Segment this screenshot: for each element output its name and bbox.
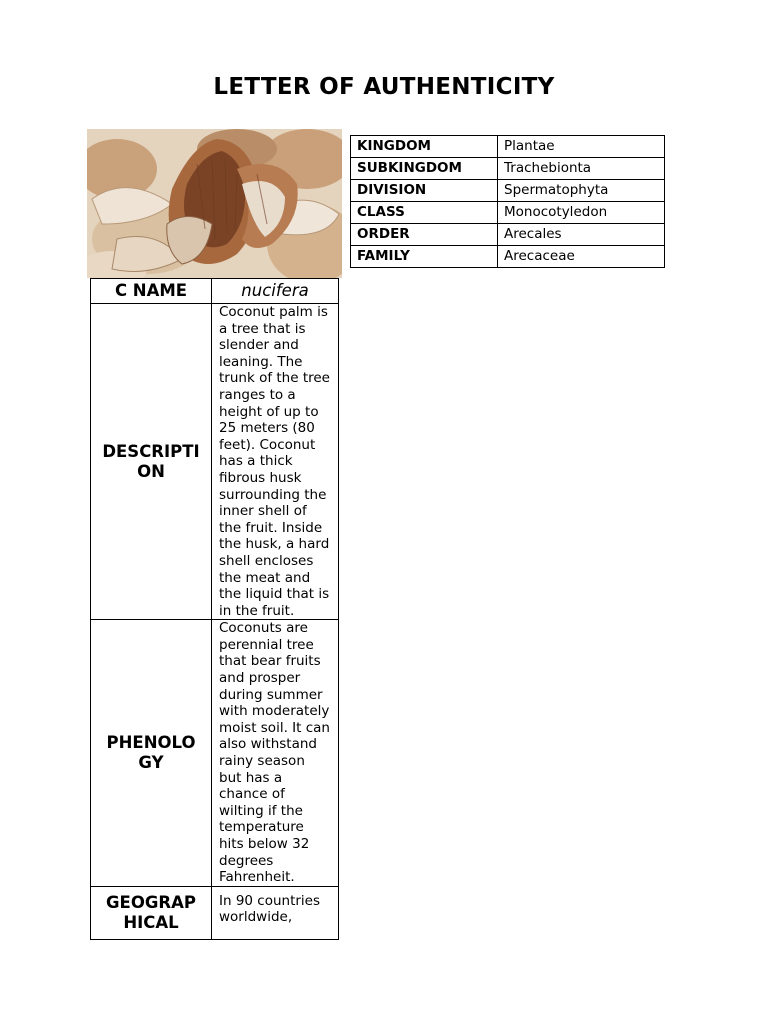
phenology-label-line: PHENOLO xyxy=(106,733,196,753)
info-table xyxy=(90,278,339,940)
taxonomy-rank: FAMILY xyxy=(351,246,498,268)
taxonomy-row-subkingdom xyxy=(351,158,665,180)
taxonomy-row-division xyxy=(351,180,665,202)
text-line: fibrous husk xyxy=(219,469,302,486)
taxonomy-value: Spermatophyta xyxy=(498,180,665,202)
text-line: perennial tree xyxy=(219,636,314,653)
phenology-row xyxy=(91,620,339,887)
taxonomy-row-family xyxy=(351,246,665,268)
text-line: ranges to a xyxy=(219,386,296,403)
text-line: with moderately xyxy=(219,703,330,720)
taxonomy-row-kingdom xyxy=(351,136,665,158)
geographical-label-line: GEOGRAP xyxy=(106,892,196,912)
text-line: moist soil. It can xyxy=(219,719,330,736)
cname-label: C NAME xyxy=(91,279,212,304)
text-line: slender and xyxy=(219,337,299,354)
taxonomy-rank: DIVISION xyxy=(351,180,498,202)
text-line: temperature xyxy=(219,819,304,836)
taxonomy-value: Plantae xyxy=(498,136,665,158)
page-title: LETTER OF AUTHENTICITY xyxy=(213,74,555,100)
text-line: feet). Coconut xyxy=(219,436,316,453)
text-line: leaning. The xyxy=(219,353,303,370)
geographical-label-line: HICAL xyxy=(123,912,179,932)
description-text xyxy=(212,304,339,620)
text-line: chance of xyxy=(219,786,285,803)
taxonomy-value: Arecaceae xyxy=(498,246,665,268)
text-line: that bear fruits xyxy=(219,653,321,670)
text-line: wilting if the xyxy=(219,802,303,819)
text-line: worldwide, xyxy=(219,909,293,926)
taxonomy-row-class xyxy=(351,202,665,224)
taxonomy-table xyxy=(350,135,665,268)
phenology-label xyxy=(91,620,212,887)
cname-row xyxy=(91,279,339,304)
taxonomy-row-order xyxy=(351,224,665,246)
text-line: also withstand xyxy=(219,736,317,753)
text-line: In 90 countries xyxy=(219,892,321,909)
text-line: 25 meters (80 xyxy=(219,420,315,437)
phenology-label-line: GY xyxy=(138,753,164,773)
description-label-line: DESCRIPTI xyxy=(102,441,200,461)
text-line: has a thick xyxy=(219,453,293,470)
text-line: a tree that is xyxy=(219,320,306,337)
text-line: in the fruit. xyxy=(219,602,295,619)
geographical-row xyxy=(91,886,339,939)
taxonomy-rank: KINGDOM xyxy=(351,136,498,158)
taxonomy-value: Arecales xyxy=(498,224,665,246)
taxonomy-rank: CLASS xyxy=(351,202,498,224)
text-line: shell encloses xyxy=(219,552,314,569)
text-line: and prosper xyxy=(219,670,301,687)
text-line: surrounding the xyxy=(219,486,327,503)
taxonomy-value: Monocotyledon xyxy=(498,202,665,224)
text-line: Coconut palm is xyxy=(219,304,328,320)
text-line: rainy season xyxy=(219,753,305,770)
text-line: hits below 32 xyxy=(219,836,310,852)
geographical-text xyxy=(212,886,339,939)
description-label xyxy=(91,304,212,620)
taxonomy-rank: SUBKINGDOM xyxy=(351,158,498,180)
text-line: the meat and xyxy=(219,569,311,586)
text-line: Fahrenheit. xyxy=(219,869,295,886)
phenology-text xyxy=(212,620,339,887)
text-line: during summer xyxy=(219,686,323,703)
text-line: Coconuts are xyxy=(219,620,308,637)
geographical-label xyxy=(91,886,212,939)
text-line: height of up to xyxy=(219,403,319,420)
cname-value: nucifera xyxy=(212,279,339,304)
text-line: inner shell of xyxy=(219,503,307,520)
taxonomy-value: Trachebionta xyxy=(498,158,665,180)
text-line: trunk of the tree xyxy=(219,370,330,387)
taxonomy-rank: ORDER xyxy=(351,224,498,246)
text-line: the fruit. Inside xyxy=(219,519,323,536)
text-line: the liquid that is xyxy=(219,586,330,603)
coconut-photo xyxy=(87,129,342,278)
text-line: but has a xyxy=(219,769,283,786)
text-line: degrees xyxy=(219,852,274,869)
description-label-line: ON xyxy=(137,461,165,481)
description-row xyxy=(91,304,339,620)
text-line: the husk, a hard xyxy=(219,536,330,553)
